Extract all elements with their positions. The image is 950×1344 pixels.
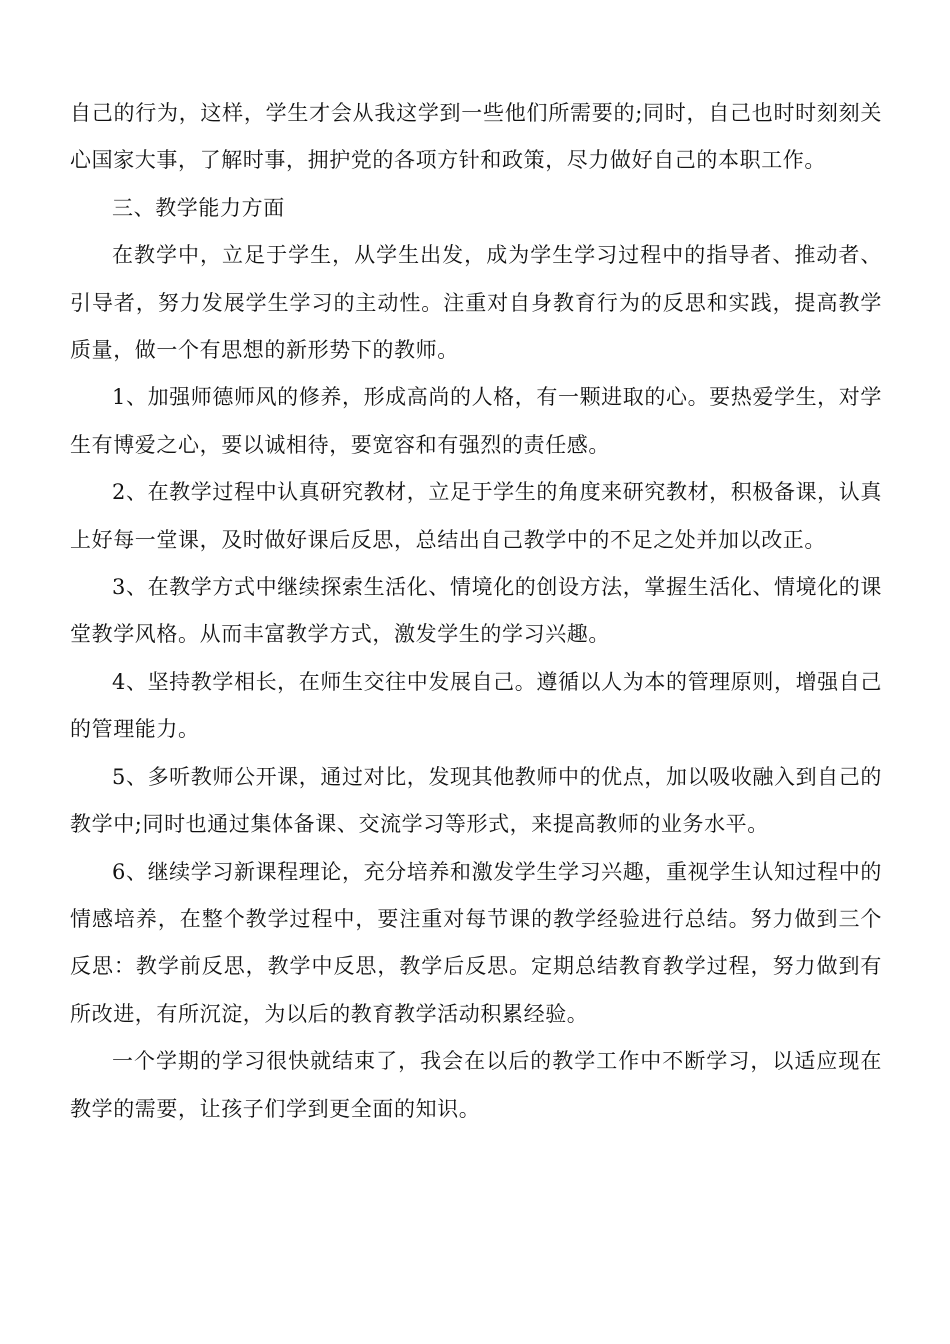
paragraph-continuation: 自己的行为，这样，学生才会从我这学到一些他们所需要的;同时，自己也时时刻刻关心国家大事，了解时事，拥护党的各项方针和政策，尽力做好自己的本职工作。 [70,101,882,173]
list-item-6: 6、继续学习新课程理论，充分培养和激发学生学习兴趣，重视学生认知过程中的情感培养，在整个教学过程中，要注重对每节课的教学经验进行总结。努力做到三个反思：教学前反思，教学中反思，教学后反思。定期总结教育教学过程，努力做到有所改进，有所沉淀，为以后的教育教学活动积累经验。 [70,859,882,1026]
section-heading: 三、教学能力方面 [112,195,285,220]
list-item-3: 3、在教学方式中继续探索生活化、情境化的创设方法，掌握生活化、情境化的课堂教学风格。从而丰富教学方式，激发学生的学习兴趣。 [70,575,882,647]
document-page [70,90,882,1133]
list-item-4: 4、坚持教学相长，在师生交往中发展自己。遵循以人为本的管理原则，增强自己的管理能力。 [70,669,882,742]
list-item-1: 1、加强师德师风的修养，形成高尚的人格，有一颗进取的心。要热爱学生，对学生有博爱之心，要以诚相待，要宽容和有强烈的责任感。 [70,385,882,457]
list-item-2: 2、在教学过程中认真研究教材，立足于学生的角度来研究教材，积极备课，认真上好每一堂课，及时做好课后反思，总结出自己教学中的不足之处并加以改正。 [70,480,882,552]
list-item-5: 5、多听教师公开课，通过对比，发现其他教师中的优点，加以吸收融入到自己的教学中;同时也通过集体备课、交流学习等形式，来提高教师的业务水平。 [70,764,882,837]
paragraph-conclusion: 一个学期的学习很快就结束了，我会在以后的教学工作中不断学习，以适应现在教学的需要，让孩子们学到更全面的知识。 [70,1049,882,1121]
paragraph-intro: 在教学中，立足于学生，从学生出发，成为学生学习过程中的指导者、推动者、引导者，努力发展学生学习的主动性。注重对自身教育行为的反思和实践，提高教学质量，做一个有思想的新形势下的教师。 [70,243,882,363]
